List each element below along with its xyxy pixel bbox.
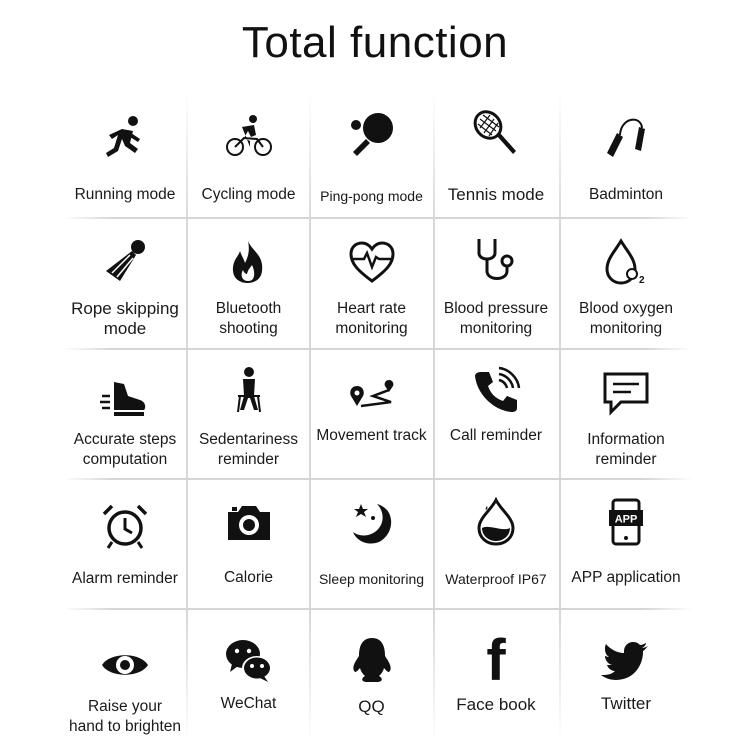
flame-icon bbox=[224, 237, 274, 287]
feature-blood-pressure bbox=[433, 219, 559, 349]
feature-raise-hand bbox=[63, 610, 187, 743]
qq-icon bbox=[347, 636, 397, 686]
feature-label: Movement track bbox=[316, 427, 427, 444]
feature-blood-oxygen bbox=[559, 219, 693, 349]
feature-cycling bbox=[187, 93, 310, 217]
heart-rate-icon bbox=[347, 237, 397, 287]
feature-label: Sedentariness reminder bbox=[198, 431, 299, 468]
feature-badminton bbox=[559, 93, 693, 217]
feature-label: Twitter bbox=[600, 694, 652, 713]
running-icon bbox=[100, 113, 150, 163]
feature-label: Blood oxygen monitoring bbox=[579, 300, 673, 337]
feature-call-reminder bbox=[433, 350, 559, 479]
feature-waterproof bbox=[433, 480, 559, 609]
feature-label: Tennis mode bbox=[447, 185, 545, 204]
feature-label: Ping-pong mode bbox=[320, 188, 423, 204]
water-drop-icon bbox=[471, 496, 521, 546]
feature-calorie bbox=[187, 480, 310, 609]
feature-label: Rope skipping mode bbox=[71, 299, 179, 338]
feature-label: Sleep monitoring bbox=[318, 571, 425, 587]
feature-label: Running mode bbox=[74, 186, 176, 203]
feature-grid bbox=[63, 93, 693, 743]
jump-rope-icon bbox=[601, 113, 651, 163]
sneaker-icon bbox=[100, 372, 150, 422]
alarm-clock-icon bbox=[100, 502, 150, 552]
camera-icon bbox=[224, 498, 274, 548]
message-icon bbox=[601, 368, 651, 418]
feature-sleep bbox=[310, 480, 433, 609]
stethoscope-icon bbox=[471, 235, 521, 285]
moon-star-icon bbox=[347, 498, 397, 548]
feature-running bbox=[63, 93, 187, 217]
facebook-icon bbox=[471, 634, 521, 684]
svg-text:2: 2 bbox=[639, 275, 645, 286]
feature-label: Waterproof IP67 bbox=[445, 571, 547, 587]
feature-label: Face book bbox=[456, 695, 536, 714]
feature-wechat bbox=[187, 610, 310, 743]
cycling-icon bbox=[224, 111, 274, 161]
feature-label: Blood pressure monitoring bbox=[443, 300, 549, 337]
feature-label: Cycling mode bbox=[201, 186, 296, 203]
feature-label: Alarm reminder bbox=[72, 570, 178, 587]
feature-rope-skipping bbox=[63, 219, 187, 349]
feature-label: Information reminder bbox=[587, 431, 665, 468]
page-title: Total function bbox=[241, 18, 509, 67]
feature-steps bbox=[63, 350, 187, 479]
ping-pong-icon bbox=[347, 111, 397, 161]
feature-label: Badminton bbox=[588, 186, 664, 203]
feature-movement-track bbox=[310, 350, 433, 479]
oxygen-drop-icon bbox=[601, 237, 651, 287]
feature-facebook bbox=[433, 610, 559, 743]
feature-ping-pong bbox=[310, 93, 433, 217]
feature-label: Raise your hand to brighten bbox=[68, 698, 182, 735]
feature-sedentary bbox=[187, 350, 310, 479]
feature-qq bbox=[310, 610, 433, 743]
twitter-icon bbox=[601, 636, 651, 686]
feature-app bbox=[559, 480, 693, 609]
feature-twitter bbox=[559, 610, 693, 743]
feature-label: QQ bbox=[358, 697, 385, 716]
feature-alarm bbox=[63, 480, 187, 609]
shuttlecock-icon bbox=[100, 237, 150, 287]
feature-label: Call reminder bbox=[449, 427, 543, 444]
tennis-icon bbox=[471, 109, 521, 159]
feature-label: APP application bbox=[571, 569, 681, 586]
feature-label: Accurate steps computation bbox=[73, 431, 177, 468]
feature-label: Calorie bbox=[223, 569, 274, 586]
feature-heart-rate bbox=[310, 219, 433, 349]
feature-bluetooth-shooting bbox=[187, 219, 310, 349]
feature-label: Heart rate monitoring bbox=[335, 300, 408, 337]
feature-information bbox=[559, 350, 693, 479]
map-track-icon bbox=[347, 372, 397, 422]
app-phone-icon bbox=[601, 498, 651, 548]
feature-label: Bluetooth shooting bbox=[215, 300, 282, 337]
eye-icon bbox=[100, 640, 150, 690]
sitting-person-icon bbox=[224, 366, 274, 416]
app-badge-text: APP bbox=[614, 513, 638, 526]
feature-label: WeChat bbox=[220, 695, 277, 712]
feature-tennis bbox=[433, 93, 559, 217]
phone-icon bbox=[471, 366, 521, 416]
wechat-icon bbox=[224, 636, 274, 686]
facebook-glyph: f bbox=[486, 634, 506, 684]
